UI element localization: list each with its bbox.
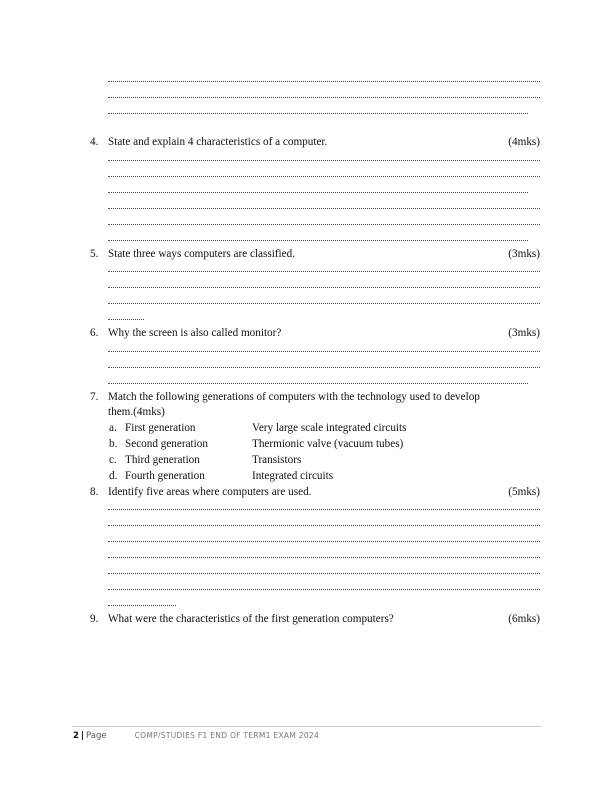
answer-line — [108, 589, 540, 590]
answer-line — [108, 541, 540, 542]
question-number: 9. — [90, 613, 99, 625]
page-number: 2 — [73, 731, 79, 741]
answer-line — [108, 525, 540, 526]
item-letter: b. — [109, 438, 118, 450]
footer-divider — [72, 726, 542, 727]
answer-line — [108, 224, 540, 225]
answer-line — [108, 176, 540, 177]
answer-line — [108, 287, 540, 288]
question-text: State and explain 4 characteristics of a computer. — [108, 136, 328, 148]
answer-line — [108, 383, 528, 384]
question-marks: (4mks) — [508, 136, 540, 148]
answer-line — [108, 367, 540, 368]
generation-label: Second generation — [125, 438, 208, 450]
answer-line — [108, 160, 540, 161]
page-label: Page — [86, 731, 107, 741]
question-marks: (6mks) — [508, 613, 540, 625]
answer-line — [108, 509, 540, 510]
item-letter: c. — [109, 454, 117, 466]
generation-label: Fourth generation — [125, 470, 205, 482]
question-marks: (3mks) — [508, 327, 540, 339]
answer-line — [108, 351, 540, 352]
item-letter: a. — [109, 422, 117, 434]
question-marks: (5mks) — [508, 486, 540, 498]
answer-line — [108, 97, 540, 98]
answer-line — [108, 319, 144, 320]
question-text: Identify five areas where computers are used. — [108, 486, 312, 498]
question-number: 7. — [90, 391, 99, 403]
question-text: Why the screen is also called monitor? — [108, 327, 282, 339]
question-marks: (3mks) — [508, 248, 540, 260]
question-number: 8. — [90, 486, 99, 498]
generation-label: First generation — [125, 422, 196, 434]
generation-label: Third generation — [125, 454, 200, 466]
answer-line — [108, 81, 540, 82]
answer-line — [108, 208, 540, 209]
technology-label: Integrated circuits — [252, 470, 334, 482]
answer-line — [108, 271, 540, 272]
answer-line — [108, 240, 528, 241]
page-footer — [73, 731, 319, 741]
question-text: State three ways computers are classified. — [108, 248, 296, 260]
question-number: 6. — [90, 327, 99, 339]
question-number: 4. — [90, 136, 99, 148]
question-text: Match the following generations of computers with the technology used to develop — [108, 391, 480, 403]
item-letter: d. — [109, 470, 118, 482]
technology-label: Thermionic valve (vacuum tubes) — [252, 438, 404, 450]
answer-line — [108, 303, 540, 304]
footer-title: COMP/STUDIES F1 END OF TERM1 EXAM 2024 — [134, 731, 320, 740]
answer-line — [108, 192, 528, 193]
answer-line — [108, 605, 176, 606]
footer-separator: | — [80, 731, 85, 741]
question-text: What were the characteristics of the first generation computers? — [108, 613, 394, 625]
technology-label: Very large scale integrated circuits — [252, 422, 407, 434]
question-text-continued: them.(4mks) — [108, 406, 165, 418]
technology-label: Transistors — [252, 454, 302, 466]
answer-line — [108, 557, 540, 558]
answer-line — [108, 573, 540, 574]
answer-line — [108, 113, 528, 114]
question-number: 5. — [90, 248, 99, 260]
